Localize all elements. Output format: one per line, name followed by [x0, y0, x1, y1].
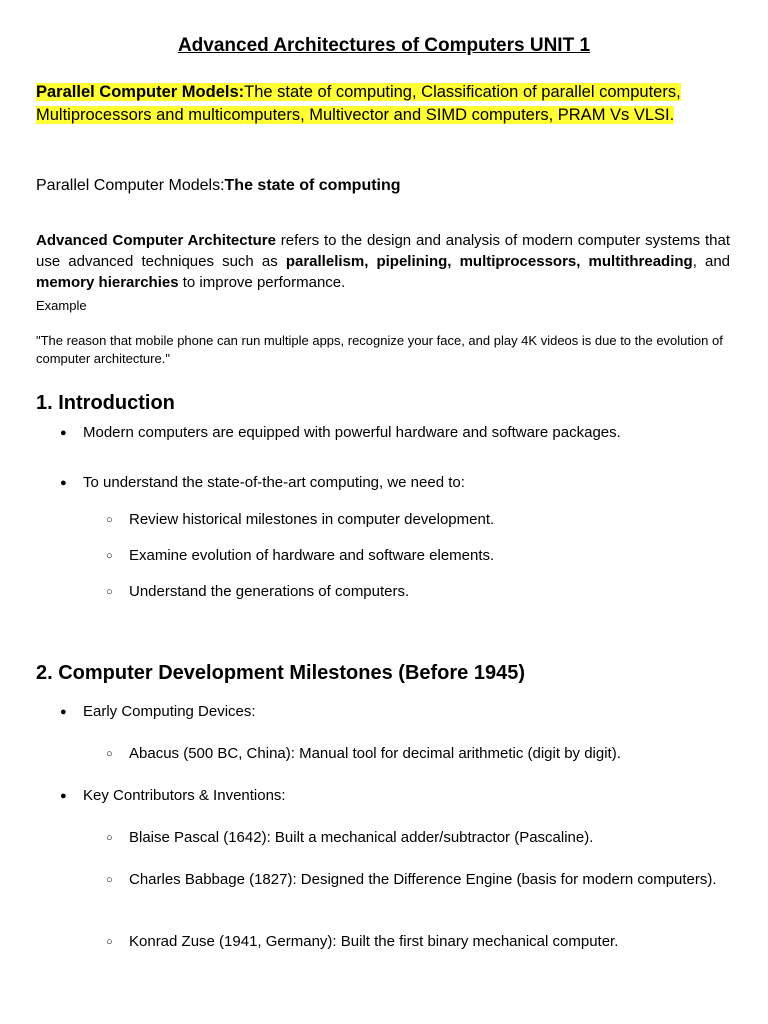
unit-summary-label: Parallel Computer Models:: [36, 83, 245, 101]
example-quote: "The reason that mobile phone can run multiple apps, recognize your face, and play 4K videos is due to the evolution of computer architecture.": [36, 333, 723, 366]
sub-bullet-marker: ○: [106, 936, 113, 948]
example-label: Example: [36, 298, 87, 313]
subheading-sep: :: [220, 177, 225, 194]
sub-list-item-text: Examine evolution of hardware and software elements.: [129, 547, 495, 564]
para-text-1: refers to the design and analysis of modern computer systems that use advanced techniques such as: [36, 232, 730, 270]
sub-bullet-marker: ○: [106, 874, 113, 886]
bullet-marker: ●: [60, 427, 67, 439]
sub-bullet-marker: ○: [106, 748, 113, 760]
section1-heading: 1. Introduction: [36, 392, 175, 414]
sub-list-item: [106, 932, 726, 952]
bullet-marker: ●: [60, 477, 67, 489]
list-item-text: Early Computing Devices:: [83, 703, 256, 720]
sub-bullet-marker: ○: [106, 514, 113, 526]
sub-list-item: [106, 828, 726, 848]
unit-summary-text: The state of computing, Classification of parallel computers, Multiprocessors and multicomputers, Multivector and SIMD computers, PRAM Vs VLSI.: [36, 83, 681, 124]
sub-list-item-text: Review historical milestones in computer development.: [129, 511, 495, 528]
list-item: [60, 702, 740, 722]
para-techniques: parallelism, pipelining, multiprocessors, multithreading: [285, 253, 693, 270]
para-text-3: to improve performance.: [178, 274, 346, 291]
unit-summary: [36, 81, 736, 127]
sub-list-item-text: Understand the generations of computers.: [129, 583, 410, 600]
list-item-text: To understand the state-of-the-art computing, we need to:: [83, 474, 465, 491]
sub-bullet-marker: ○: [106, 550, 113, 562]
sub-list-item-text: Blaise Pascal (1642): Built a mechanical adder/subtractor (Pascaline).: [129, 829, 594, 846]
sub-bullet-marker: ○: [106, 832, 113, 844]
section2-heading: 2. Computer Development Milestones (Before 1945): [36, 662, 526, 684]
list-item-text: Key Contributors & Inventions:: [83, 787, 286, 804]
section-subheading: [36, 175, 736, 197]
list-item: [60, 423, 740, 443]
sub-list-item: [106, 582, 726, 602]
definition-paragraph: [36, 230, 730, 293]
list-item-text: Modern computers are equipped with powerful hardware and software packages.: [83, 424, 621, 441]
subheading-part1: Parallel Computer Models: [36, 177, 221, 194]
para-text-2: , and: [692, 253, 730, 270]
sub-list-item-text: Konrad Zuse (1941, Germany): Built the first binary mechanical computer.: [129, 933, 619, 950]
sub-list-item-text: Charles Babbage (1827): Designed the Difference Engine (basis for modern computers).: [129, 871, 717, 888]
subheading-part2: The state of computing: [224, 177, 401, 194]
sub-list-item: [106, 546, 726, 566]
sub-bullet-marker: ○: [106, 586, 113, 598]
bullet-marker: ●: [60, 706, 67, 718]
document-title: Advanced Architectures of Computers UNIT 1: [177, 35, 591, 56]
sub-list-item: [106, 510, 726, 530]
bullet-marker: ●: [60, 790, 67, 802]
sub-list-item: [106, 870, 726, 890]
list-item: [60, 473, 740, 493]
list-item: [60, 786, 740, 806]
sub-list-item-text: Abacus (500 BC, China): Manual tool for decimal arithmetic (digit by digit).: [129, 745, 621, 762]
sub-list-item: [106, 744, 726, 764]
para-term: Advanced Computer Architecture: [36, 232, 276, 249]
para-memory: memory hierarchies: [36, 274, 179, 291]
